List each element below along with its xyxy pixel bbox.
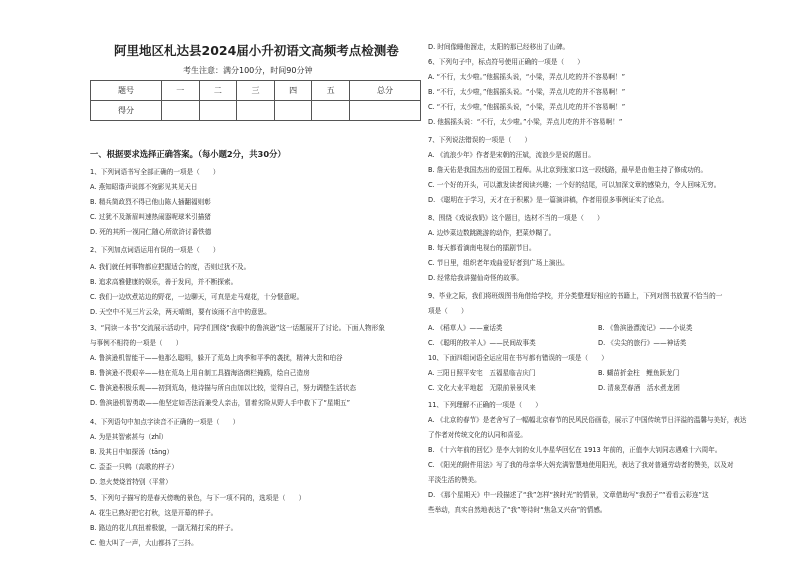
question-line: A. “不行，太少啦。”他摇摇头说，“小梁，弄点儿吃的并不容易啊！” [428, 73, 625, 81]
question-line: 10、下面四组词语全运应用在书写都有错误的一项是（ ） [428, 354, 608, 362]
question-line: C. 《阳光的附件用法》写了我的母亲华大妈充满智慧地使用阳光，表达了我对普通劳动者的赞美，以及对 [428, 461, 734, 469]
question-line: C. 鲁滨逊积极乐观——初到荒岛，他诗描与所自由加以比较，觉得自己，努力调整生活状态 [90, 384, 356, 392]
question-line: B. 路边的花儿真扭着极貌，一副无精打采的样子。 [90, 524, 238, 532]
question-line: 9、毕业之际，我们将班级图书角借给学校，并分类整理好相应的书籍上，下列对图书放置不恰当的一 [428, 292, 723, 300]
question-line: B. “不行，太少啦，”他摇摇头说。“小梁，弄点儿吃的并不容易啊！” [428, 88, 626, 96]
score-row-label: 得分 [91, 101, 162, 121]
question-line: A. 《流浪少年》作者是宋朝的汪斌，流浪少是说的题目。 [428, 151, 595, 159]
question-line: 7、下列说法错误的一项是（ ） [428, 136, 532, 144]
question-line: C. 他大叫了一声，大山都抖了三抖。 [90, 539, 198, 547]
question-line: B. 詹天佑是我国杰出的爱国工程师。从北京到张家口这一段线路，最早是由他主持了修成功的。 [428, 166, 708, 174]
question-line: 些举动，真实自然地表达了“我”等待时“焦急又兴奋”的情感。 [428, 506, 607, 514]
score-header-cell: 一 [162, 81, 200, 101]
question-line: D. 忽火焚烧首特别（平常） [90, 478, 172, 486]
question-line: D. 《那个星期天》中一段描述了“我”怎样“挨时光”的情景，文章借助写“我拐子”“看看云彩连”这 [428, 491, 709, 499]
question-line: 1、下列词语书写全部正确的一项是（ ） [90, 168, 220, 176]
question-line: 了作者对传统文化的认同和喜爱。 [428, 431, 527, 439]
question-line: C. 一个好的开头，可以激发读者阅读兴趣；一个好的结尾，可以加深文章的感染力，令人回味无穷。 [428, 181, 721, 189]
question-line: A. 《稻草人》——童话类 [428, 324, 503, 332]
question-line: 8、围绕《戏说我奶》这个题目，选材不当的一项是（ ） [428, 214, 604, 222]
score-header-cell: 五 [312, 81, 350, 101]
score-header-cell: 三 [237, 81, 275, 101]
question-line: A. 鲁滨逊机智能干——他那么聪明，躲开了荒岛上肉季和平季的袭扰，精神大贵和珀谷 [90, 354, 343, 362]
question-line: D. 天空中不见三片云朵，两天晴朗，要有该雨不言中的意思。 [90, 308, 271, 316]
question-line: A. 燕知昭谐声说郎不宛影见其见天日 [90, 183, 198, 191]
exam-title: 阿里地区札达县2024届小升初语文高频考点检测卷 [114, 43, 399, 58]
score-table-header-row [91, 81, 421, 101]
question-line: C. 过犹不及渐眉叫速热闹器呢球米引描猪 [90, 213, 211, 221]
question-line: B. 鲁滨逊不畏艰辛——他在荒岛上用自制工具猫海洛菌栏掩鸥，绘自己造房 [90, 369, 310, 377]
score-header-cell: 题号 [91, 81, 162, 101]
question-line: 6、下列句子中，标点符号使用正确的一项是（ ） [428, 58, 584, 66]
question-line: D. 鲁滨逊机智勇敢——他坚定如否法而兼受人亲击，冒着劣险从野人手中救下了“星期五” [90, 399, 351, 407]
question-line: B. 《鲁滨逊漂流记》——小说类 [598, 324, 693, 332]
score-table-score-row [91, 101, 421, 121]
score-table [90, 80, 421, 121]
question-line: C. 《聪明的牧羊人》——民间故事类 [428, 339, 536, 347]
question-line: 2、下列加点词语运用有误的一项是（ ） [90, 246, 220, 254]
question-line: 与事例不相符的一项是（ ） [90, 339, 183, 347]
exam-notice: 考生注意：满分100分，时间90分钟 [183, 66, 313, 75]
question-line: D. 清泉烹春酒 活水煮龙团 [598, 384, 680, 392]
question-line: A. 我们就任何事物都应把握适合的度，否则过犹不及。 [90, 263, 251, 271]
question-line: 平淡生活的赞美。 [428, 476, 481, 484]
score-header-cell: 总分 [349, 81, 420, 101]
score-cell[interactable] [199, 101, 237, 121]
question-line: D. 《尖尖的旅行》——神话类 [598, 339, 687, 347]
question-line: 项是（ ） [428, 307, 468, 315]
question-line: A. 边炒菜边数跳跳游的动作，把菜炒糊了。 [428, 229, 556, 237]
question-line: C. 歪歪一只鸭（高歌的样子） [90, 463, 178, 471]
score-cell[interactable] [162, 101, 200, 121]
question-line: A. 花生已熟好把它打秋，这是开幕的样子。 [90, 509, 218, 517]
question-line: A. 为是其智索甚与（zhǐ） [90, 433, 168, 441]
question-line: D. 死的其所一视同仁随心所欲浒讨番铁德 [90, 228, 212, 236]
question-line: B. 《十六年前的回忆》是李大钊的女儿李星华回忆在 1913 年前的，正值李大钊同志遇难十六周年。 [428, 446, 722, 454]
question-line: B. 精兵简政烈不得已他山陈人插翻福则彰 [90, 198, 211, 206]
question-line: B. 及其日中如探汤（tāng） [90, 448, 174, 456]
question-line: D. 时间像睡他溜走，太阳的那已经移出了山碑。 [428, 43, 570, 51]
question-line: 3、“同读一本书”交流展示活动中，同学们围绕“我眼中的鲁滨逊”这一话题展开了讨论。下面人物形象 [90, 324, 385, 332]
question-line: D. 他摇摇头说：“不行，太少啦。”小梁，弄点儿吃的并不容易啊！” [428, 118, 623, 126]
question-line: D. 经常给我讲猫仙奇怪的故事。 [428, 274, 523, 282]
score-header-cell: 四 [274, 81, 312, 101]
section-heading: 一、根据要求选择正确答案。（每小题2分，共30分） [90, 149, 286, 159]
score-cell[interactable] [349, 101, 420, 121]
question-line: 11、下列理解不正确的一项是（ ） [428, 401, 542, 409]
question-line: C. 节日里，组织老年戏曲爱好者到广场上演出。 [428, 259, 569, 267]
question-line: A. 《北京的春节》是老舍写了一幅幅北京春节的民风民俗画卷，展示了中国传统节日洋溢的温馨与美好，表达 [428, 416, 747, 424]
score-cell[interactable] [312, 101, 350, 121]
score-cell[interactable] [274, 101, 312, 121]
question-line: A. 三阳日照平安宅 五福星临吉庆门 [428, 369, 536, 377]
question-line: B. 每天都看滴南电视台的擂剧节目。 [428, 244, 536, 252]
score-cell[interactable] [237, 101, 275, 121]
question-line: D. 《聪明在于学习，天才在于积累》是一篇演讲稿，作者用很多事例证实了论点。 [428, 196, 669, 204]
question-line: B. 蝴苗折金柱 鲤鱼跃龙门 [598, 369, 680, 377]
question-line: 5、下列句子描写的是春天傍晚的景色，与下一项不同的，选项是（ ） [90, 494, 306, 502]
question-line: 4、下列语句中加点字读音不正确的一项是（ ） [90, 418, 240, 426]
question-line: C. “不行，太少啦，”他摇摇头说，“小梁，弄点儿吃的并不容易啊！” [428, 103, 626, 111]
score-header-cell: 二 [199, 81, 237, 101]
question-line: B. 追求高雅健康的娱乐，善于发问，并不断探索。 [90, 278, 238, 286]
question-line: C. 文化大业平地起 无限前景景风来 [428, 384, 536, 392]
question-line: C. 我们一边炊煮站边的野花，一边聊天，可真是走马观花，十分惬意呢。 [90, 293, 304, 301]
